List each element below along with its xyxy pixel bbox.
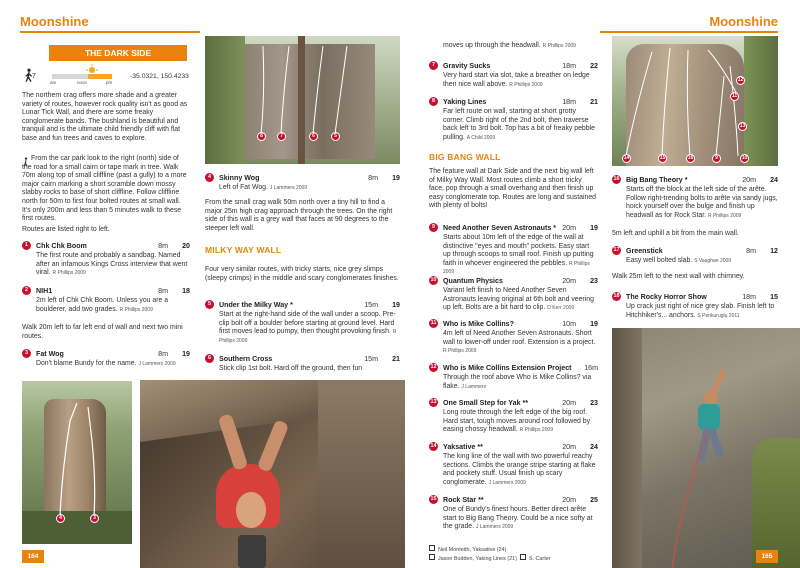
route-description: Starts off the block at the left side of the arête. Follow right-trending bolts to arête via sandy jugs, hoick yourself over the bulge and finish up headwall as for Rock Star.	[626, 186, 778, 219]
route-length: 16m	[584, 364, 598, 372]
route-entry	[205, 354, 400, 374]
route-description: Through the roof above Who is Mike Collins? via flake.	[443, 374, 592, 390]
route-entry	[429, 97, 598, 142]
route-grade: 18	[182, 287, 190, 295]
route-description: Easy well bolted slab.	[626, 257, 693, 264]
route-entry	[429, 276, 598, 313]
route-number: 8	[429, 97, 438, 106]
climber-arm	[257, 419, 289, 472]
route-first-ascent: S Penkuruglu 2011	[697, 312, 740, 319]
route-first-ascent: R Phillips 2009	[219, 329, 397, 344]
route-first-ascent: R Phillips 2009	[443, 348, 477, 355]
route-number: 17	[613, 247, 620, 253]
route-grade: 19	[392, 301, 400, 309]
route-description: Don't blame Bundy for the name.	[36, 360, 137, 367]
route-name: Chk Chk Boom	[36, 242, 87, 250]
milky-way-wall-photo	[205, 36, 400, 164]
route-entry	[612, 175, 778, 220]
climber-photo-roof	[140, 380, 405, 568]
route-length: 18m	[562, 62, 576, 70]
route-name: One Small Step for Yak **	[443, 399, 529, 407]
walk-note: Walk 25m left to the next wall with chimney.	[612, 273, 745, 280]
route-length: 8m	[368, 174, 378, 182]
route-grade: 21	[590, 98, 598, 106]
section-title-milky-way: MILKY WAY WALL	[205, 245, 282, 255]
route-number: 16	[613, 176, 620, 182]
route-description: The king line of the wall with two powerful reachy sections. Climbs the orange stripe starting at flake and pockety stuff. Usual finish up scary conglomerate.	[443, 453, 596, 486]
route-grade: 23	[590, 277, 598, 285]
topo-marker: 14	[623, 155, 630, 161]
route-length: 8m	[746, 247, 756, 255]
route-name: The Rocky Horror Show	[626, 293, 707, 301]
right-rock	[318, 380, 405, 568]
route-number: 11	[430, 320, 437, 326]
route-description: Stick clip 1st bolt. Hard off the ground, then fun	[219, 365, 363, 372]
page-number-right: 165	[756, 550, 778, 563]
route-description: 4m left of Need Another Seven Astronauts. Short wall to lower-off under roof. Extension is a project.	[443, 330, 596, 346]
route-first-ascent: A Child 2009	[466, 134, 496, 141]
climber-head	[236, 492, 266, 528]
route-name: Need Another Seven Astronauts *	[443, 224, 556, 232]
route-description: Up crack just right of nice grey slab. Finish left to Hitchhiker's... anchors.	[626, 303, 775, 319]
route-number: 18	[613, 293, 620, 299]
approach-minutes: 7	[32, 73, 36, 80]
route-number: 9	[429, 223, 438, 232]
crag-transition-text: From the small crag walk 50m north over a tiny hill to find a major 25m high crag approach through the trees. On the right side of this wall is a grey wall that faces at 90 degrees to the steeper left wall.	[205, 199, 393, 232]
route-name: Greenstick	[626, 247, 663, 255]
route-number: 3	[22, 349, 31, 358]
rope	[612, 328, 800, 568]
route-description: Very hard start via slot, take a breather on ledge then nice wall above.	[443, 72, 590, 88]
sun-label-noon: noon	[77, 80, 88, 85]
topo-marker: 11	[731, 93, 738, 99]
photo-credit: S. Carter	[528, 556, 551, 562]
route-grade: 19	[590, 224, 598, 232]
route-entry	[429, 363, 598, 391]
route-grade: 23	[590, 399, 598, 407]
route-grade: 24	[770, 176, 778, 184]
topo-marker: 7	[277, 132, 286, 141]
route-description: Starts about 10m left of the edge of the wall at distinctive "eyes and mouth" pockets. Easy start up through scoops to small roof. Finish up putting faith in whoever engineered the pebbles.	[443, 234, 594, 267]
route-length: 20m	[562, 443, 576, 451]
camera-icon	[429, 554, 435, 560]
route-name: Fat Wog	[36, 350, 64, 358]
route-entry	[429, 319, 598, 356]
route-name: Southern Cross	[219, 355, 273, 363]
approach-text: From the car park look to the right (north) side of the road for a small cairn or tape mark in tree. Walk 70m along top of small cliffline (past a gully) to a more major cairn marking a short scramble down mossy slabby rocks to base of short cliffline. Follow cliffline north for 50m to first four bolted routes at small wall. It's only 200m and less than 5 minutes walk to these first routes.	[22, 155, 187, 223]
route-grade: 24	[590, 443, 598, 451]
listed-note: Routes are listed right to left.	[22, 226, 110, 233]
route-first-ascent: R Phillips 2009	[119, 306, 153, 313]
route-grade: 19	[392, 174, 400, 182]
header-rule-left	[20, 31, 200, 33]
route-entry	[205, 300, 400, 345]
route-number: 14	[430, 443, 437, 449]
topo-marker: 8	[257, 132, 266, 141]
route-name: Yaking Lines	[443, 98, 487, 106]
route-entry	[22, 241, 190, 278]
route-name: NIH1	[36, 287, 53, 295]
route-description: Long route through the left edge of the big roof. Hard start, tough moves around roof followed by easing chossy headwall.	[443, 409, 591, 434]
crag-photo-small	[22, 381, 132, 544]
route-grade: 20	[182, 242, 190, 250]
route-length: 8m	[158, 287, 168, 295]
route-length: 20m	[562, 277, 576, 285]
route-description: Variant left finish to Need Another Seven Astronauts leaving original at 6th bolt and veering up left. Bolts are a bit hard to clip.	[443, 287, 594, 312]
sun-label-am: am	[50, 80, 57, 85]
camera-icon	[429, 545, 435, 551]
route-first-ascent: R Phillips 2009	[509, 81, 543, 88]
route-number: 2	[22, 286, 31, 295]
section-title-big-bang: BIG BANG WALL	[429, 152, 501, 162]
walk-note: Walk 20m left to far left end of wall and next two mini routes.	[22, 324, 183, 340]
route-name: Under the Milky Way *	[219, 301, 293, 309]
route-number: 1	[22, 241, 31, 250]
route-first-ascent: J Lammers 2009	[475, 524, 514, 531]
route-length: 8m	[158, 242, 168, 250]
route-description: The first route and probably a sandbag. Named after an infamous Kings Cross interview that went viral.	[36, 252, 188, 277]
route-number: 15	[430, 496, 437, 502]
big-bang-intro: The feature wall at Dark Side and the next big wall left of Milky Way Wall. Most routes climb a short tricky face, pop through a small overhang and then finish up easy conglomerate top. Routes are long and sustained with plenty of bolts!	[429, 168, 597, 210]
route-description: One of Bundy's finest hours. Better direct arête start to Big Bang Theory. Could be a nice softy at the grade.	[443, 506, 593, 531]
topo-marker: 16	[687, 155, 694, 161]
route-length: 20m	[742, 176, 756, 184]
route-name: Big Bang Theory *	[626, 176, 688, 184]
route-grade: 25	[590, 496, 598, 504]
topo-marker: 5	[331, 132, 340, 141]
continued-text	[443, 42, 598, 51]
route-first-ascent: R Phillips 2009	[707, 212, 742, 219]
route-length: 15m	[364, 301, 378, 309]
sector-intro: The northern crag offers more shade and a greater variety of routes, however rock quality isn't as good as Lunar Tick Wall, and there are some freaky conglomerate bands. The bushland is beautiful and tranquil and is the ultimate child friendly cliff with flat base and fun trees and caves to explore.	[22, 92, 188, 142]
gps-coordinates: -35.0321, 150.4233	[130, 73, 189, 80]
route-topo-lines	[612, 36, 778, 166]
route-grade: 12	[770, 247, 778, 255]
route-topo-lines	[205, 36, 400, 164]
route-entry	[205, 173, 400, 193]
walker-icon	[176, 45, 188, 61]
route-first-ascent: J Lammers 2009	[488, 479, 526, 486]
route-entry	[429, 495, 598, 532]
route-length: 20m	[562, 399, 576, 407]
big-bang-wall-photo	[612, 36, 778, 166]
route-entry	[612, 292, 778, 320]
route-first-ascent: J Lammers 2009	[269, 185, 308, 191]
route-grade: 21	[392, 355, 400, 363]
route-number: 13	[430, 399, 437, 405]
route-grade: 19	[182, 350, 190, 358]
sector-banner: THE DARK SIDE	[49, 45, 187, 61]
route-length: 15m	[364, 355, 378, 363]
page-title-left: Moonshine	[20, 14, 89, 29]
climber-harness	[238, 535, 266, 568]
route-name: Who is Mike Collins?	[443, 320, 514, 328]
route-name: Quantum Physics	[443, 277, 503, 285]
route-entry	[429, 398, 598, 435]
climber-photo-slab	[612, 328, 800, 568]
route-entry	[429, 223, 598, 277]
photo-caption: Jason Budden, Yaking Lines (21)	[438, 556, 517, 562]
route-number: 4	[205, 173, 214, 182]
milky-way-intro: Four very similar routes, with tricky starts, nice grey slimps (sleepy crimps) in the middle and scary conglomerates finishes.	[205, 266, 399, 282]
route-first-ascent: R Phillips 2009	[542, 43, 576, 49]
page-title-right: Moonshine	[709, 14, 778, 29]
continued-desc: moves up through the headwall.	[443, 42, 541, 49]
route-length: 10m	[562, 320, 576, 328]
sun-bar-fill	[88, 74, 112, 79]
route-length: 8m	[158, 350, 168, 358]
route-number: 5	[205, 300, 214, 309]
topo-marker: 6	[309, 132, 318, 141]
camera-icon	[520, 554, 526, 560]
route-description: Left of Fat Wog.	[219, 184, 268, 191]
route-entry	[612, 246, 778, 266]
page-number-left: 164	[22, 550, 44, 563]
topo-marker: 9	[712, 154, 721, 163]
route-name: Gravity Sucks	[443, 62, 491, 70]
route-grade: 19	[590, 320, 598, 328]
topo-marker: 12	[737, 77, 744, 83]
route-name: Yaksative **	[443, 443, 483, 451]
route-entry	[22, 349, 190, 369]
route-description: Start at the right-hand side of the wall under a scoop. Pre-clip bolt off a boulder before starting at ground level. Hard first moves lead to pumpy, then thought provoking finish.	[219, 311, 396, 336]
topo-marker: 3	[90, 514, 99, 523]
route-first-ascent: D Kerr 2009	[547, 305, 575, 312]
route-first-ascent: J Lammers 2009	[138, 361, 176, 367]
route-description: Far left route on wall, starting at short grotty corner. Climb right of the 2nd bolt, then traverse back left to 3rd bolt. Top has a bit of freaky pebble pulling.	[443, 108, 595, 141]
topo-marker: 15	[659, 155, 666, 161]
route-number: 6	[205, 354, 214, 363]
route-number: 12	[430, 364, 437, 370]
route-entry	[429, 61, 598, 89]
route-entry	[429, 442, 598, 487]
route-first-ascent: J Lammers	[461, 383, 487, 390]
route-description: 2m left of Chk Chk Boom. Unless you are a boulderer, add two grades.	[36, 297, 169, 313]
photo-captions	[429, 545, 599, 563]
topo-marker: 10	[741, 155, 748, 161]
route-first-ascent: R Phillips 2009	[52, 270, 86, 277]
route-first-ascent: R Phillips 2009	[443, 260, 590, 276]
route-length: 20m	[562, 496, 576, 504]
route-number: 7	[429, 61, 438, 70]
walk-note: 5m left and uphill a bit from the main wall.	[612, 230, 739, 237]
sun-label-pm: pm	[106, 80, 113, 85]
route-entry	[22, 286, 190, 314]
route-first-ascent: S Vaughan 2009	[694, 258, 732, 264]
topo-marker: 13	[739, 123, 746, 129]
route-name: Rock Star **	[443, 496, 484, 504]
photo-caption: Neil Monteith, Yaksative (24)	[438, 547, 507, 553]
route-grade: 22	[590, 62, 598, 70]
route-name: Skinny Wog	[219, 174, 260, 182]
route-first-ascent: R Phillips 2009	[519, 427, 553, 434]
topo-marker: 4	[56, 514, 65, 523]
route-grade: 15	[770, 293, 778, 301]
route-length: 20m	[562, 224, 576, 232]
route-name: Who is Mike Collins Extension Project	[443, 364, 572, 372]
route-number: 10	[430, 277, 437, 283]
route-topo-lines	[22, 381, 132, 544]
route-length: 18m	[562, 98, 576, 106]
sun-bar	[52, 74, 112, 79]
route-length: 18m	[742, 293, 756, 301]
header-rule-right	[600, 31, 778, 33]
